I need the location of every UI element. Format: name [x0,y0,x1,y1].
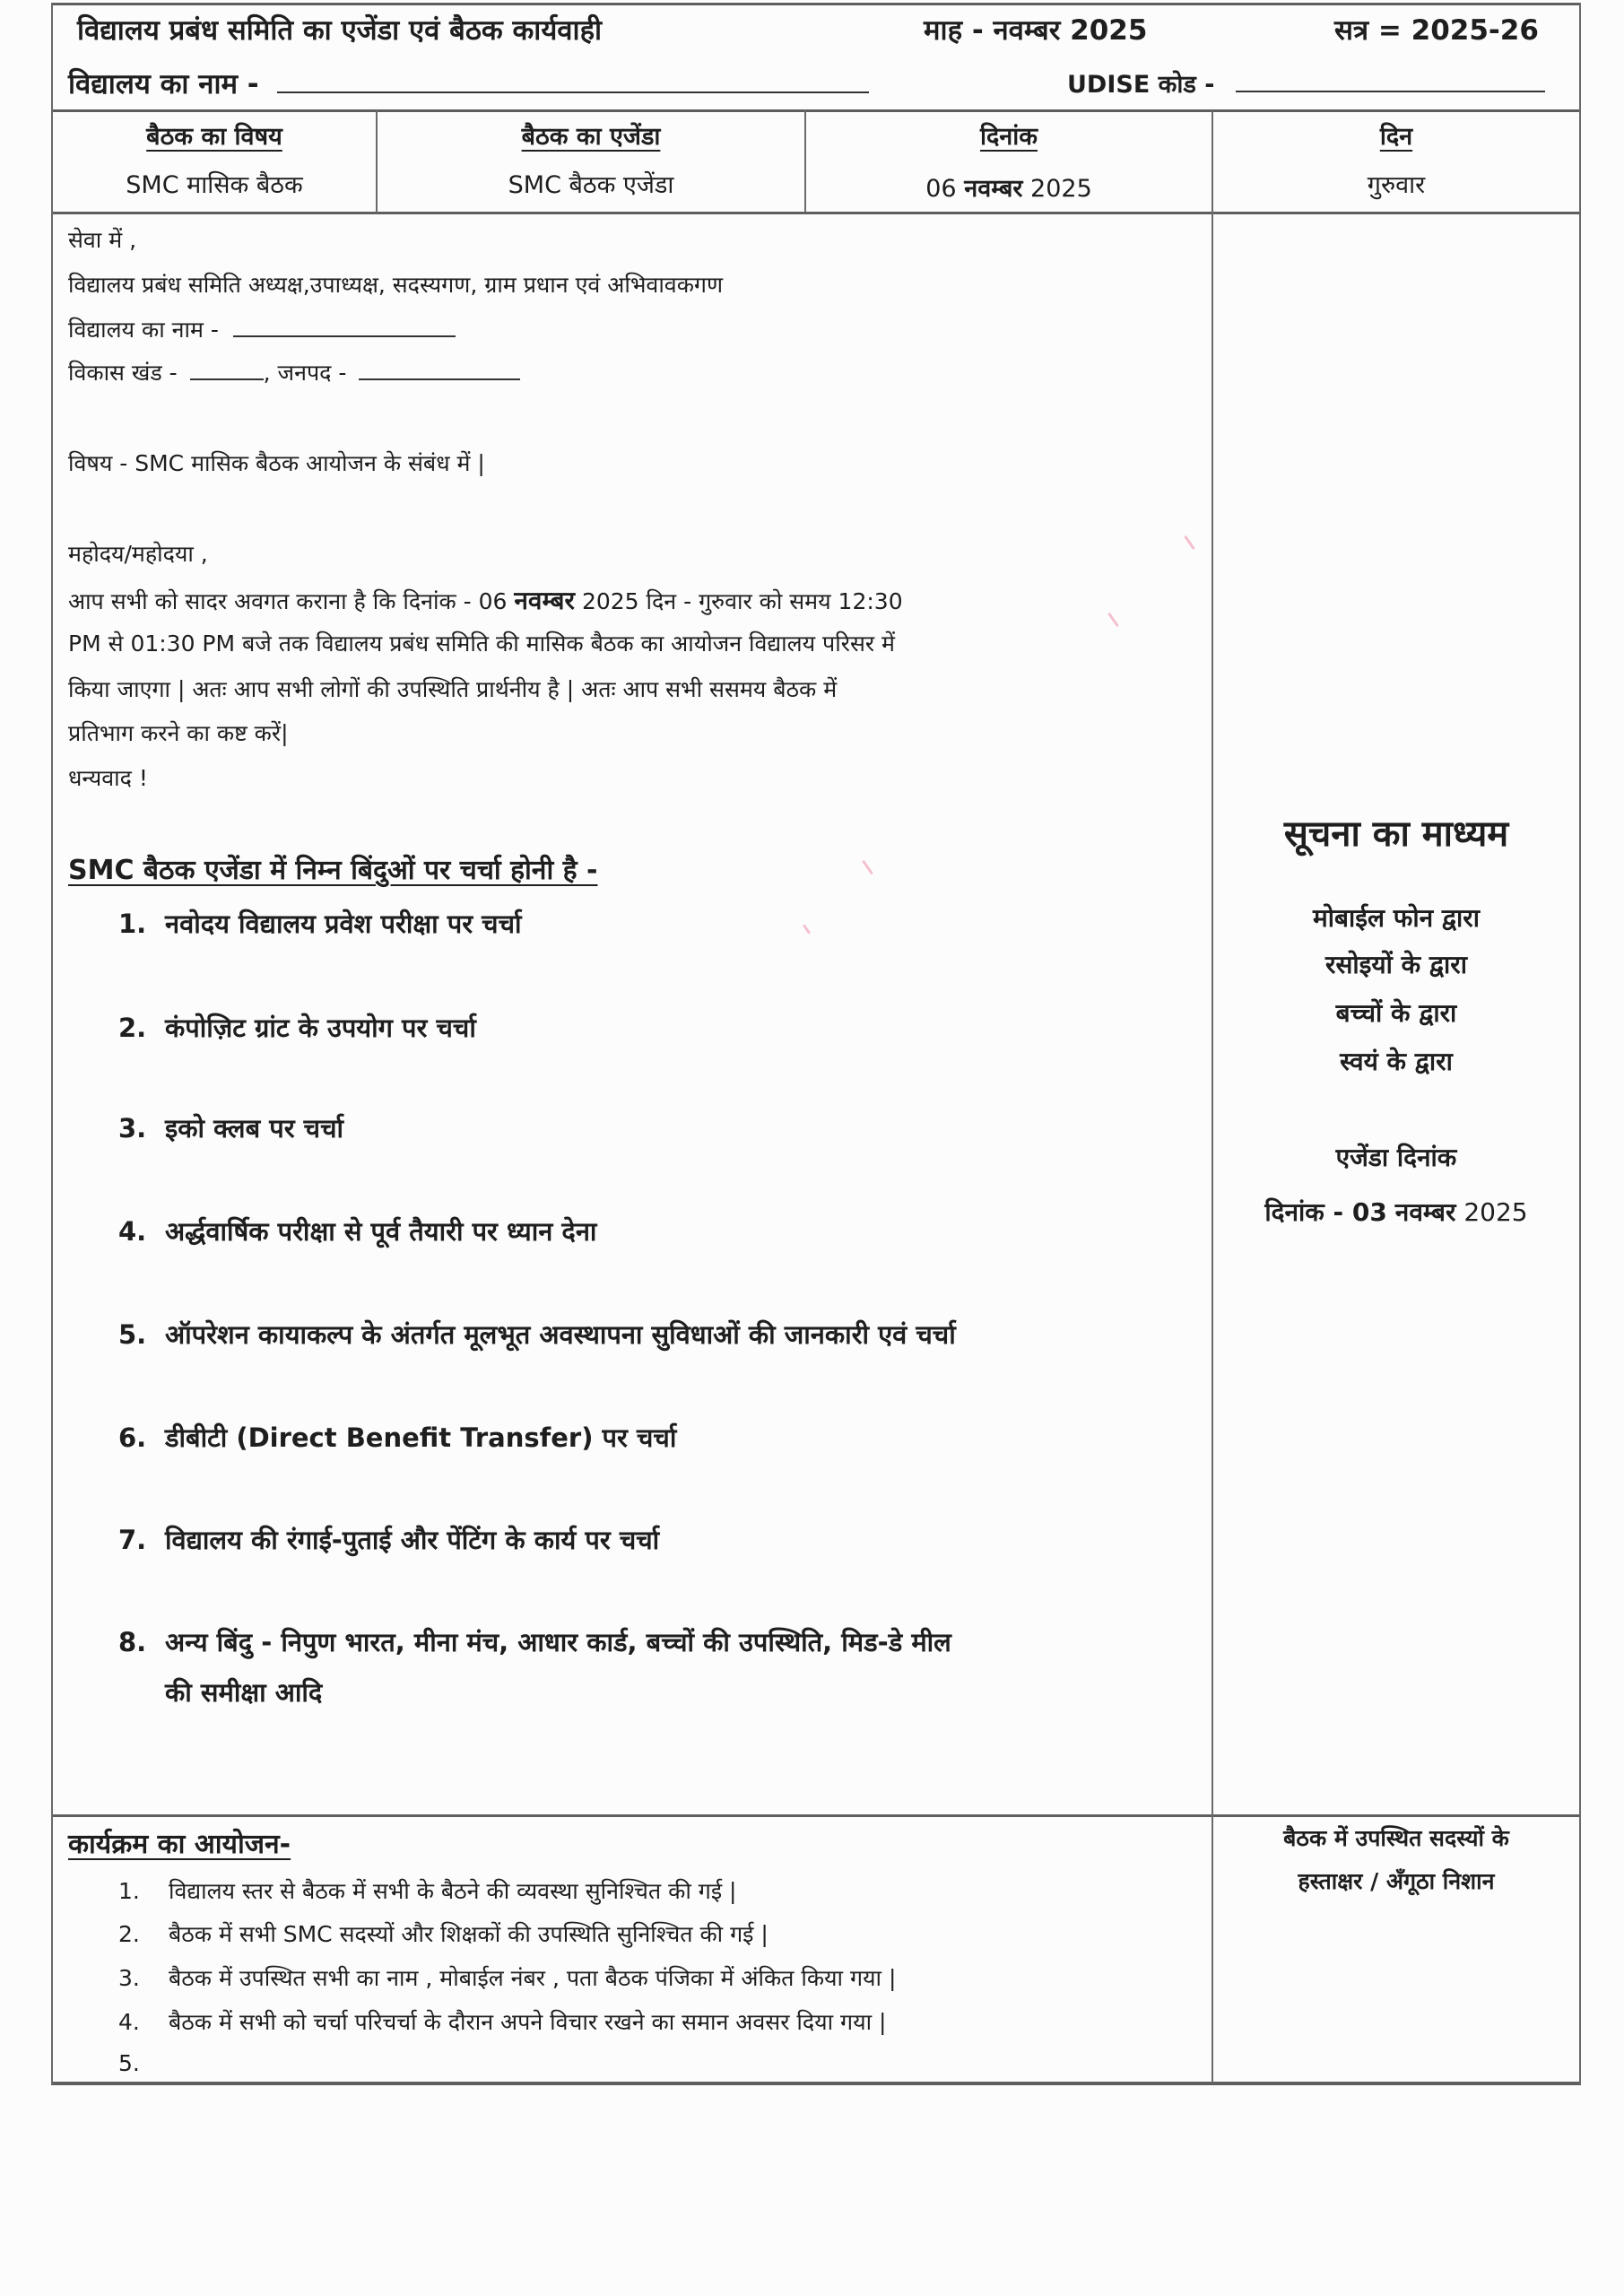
block-label: विकास खंड - [68,360,178,386]
school-name-blank[interactable] [277,91,869,93]
date-year: 2025 [1030,175,1092,203]
signature-label-line-2: हस्ताक्षर / अँगूठा निशान [1298,1868,1495,1894]
col-date-header: दिनांक [979,123,1038,151]
letter-body-line-2: PM से 01:30 PM बजे तक विद्यालय प्रबंध समिति की मासिक बैठक का आयोजन विद्यालय परिसर में [68,631,895,657]
agenda-item: 3. इको क्लब पर चर्चा [118,1113,344,1144]
scratch-mark [1184,535,1195,550]
scratch-mark [803,924,811,935]
divider-header [51,109,1581,112]
col-agenda-header: बैठक का एजेंडा [521,123,661,151]
school-name-field [68,65,869,102]
body-text: आप सभी को सादर अवगत कराना है कि दिनांक - 06 [68,588,508,614]
agenda-date-day: दिनांक - 03 [1264,1197,1387,1227]
letter-recipients: विद्यालय प्रबंध समिति अध्यक्ष,उपाध्यक्ष, सदस्यगण, ग्राम प्रधान एवं अभिवावकगण [68,272,724,298]
agenda-heading: SMC बैठक एजेंडा में निम्न बिंदुओं पर चर्चा होनी है - [68,855,598,886]
body-text: 2025 दिन - गुरुवार को समय 12:30 [581,588,903,614]
district-label: , जनपद - [263,360,347,386]
notice-medium-item: रसोइयों के द्वारा [1325,950,1467,979]
letter-subject: विषय - SMC मासिक बैठक आयोजन के संबंध में | [68,450,485,476]
agenda-item: 1. नवोदय विद्यालय प्रवेश परीक्षा पर चर्चा [118,909,522,939]
letter-thanks: धन्यवाद ! [68,765,148,791]
udise-blank[interactable] [1236,90,1545,92]
border-left [51,3,53,2084]
program-heading: कार्यक्रम का आयोजन- [68,1829,291,1860]
notice-medium-item: बच्चों के द्वारा [1335,998,1457,1028]
program-item: 3. बैठक में उपस्थित सभी का नाम , मोबाईल नंबर , पता बैठक पंजिका में अंकित किया गया | [118,1965,897,1991]
letter-greeting: महोदय/महोदया , [68,541,208,567]
notice-medium-heading: सूचना का माध्यम [1283,813,1509,855]
col-day-value: गुरुवार [1367,171,1426,199]
district-blank[interactable] [359,378,520,380]
border-bottom [51,2082,1581,2085]
agenda-item: 8. अन्य बिंदु - निपुण भारत, मीना मंच, आधार कार्ड, बच्चों की उपस्थिति, मिड-डे मील [118,1627,951,1657]
col-agenda-value: SMC बैठक एजेंडा [508,171,674,199]
letter-body-line-4: प्रतिभाग करने का कष्ट करें| [68,720,289,746]
notice-medium-item: मोबाईल फोन द्वारा [1313,903,1480,933]
program-item: 4. बैठक में सभी को चर्चा परिचर्चा के दौरान अपने विचार रखने का समान अवसर दिया गया | [118,2009,887,2035]
agenda-item: 4. अर्द्धवार्षिक परीक्षा से पूर्व तैयारी पर ध्यान देना [118,1216,597,1247]
signature-label-line-1: बैठक में उपस्थित सदस्यों के [1283,1825,1509,1851]
agenda-item: 6. डीबीटी (Direct Benefit Transfer) पर चर्चा [118,1422,677,1453]
udise-label: UDISE कोड - [1067,71,1215,99]
agenda-item: 7. विद्यालय की रंगाई-पुताई और पेंटिंग के कार्य पर चर्चा [118,1525,660,1555]
divider-col-3 [1211,110,1213,2083]
border-top [51,3,1581,5]
agenda-date-label: एजेंडा दिनांक [1335,1143,1457,1172]
date-month: नवम्बर [964,175,1023,203]
agenda-item: 5. ऑपरेशन कायाकल्प के अंतर्गत मूलभूत अवस्थापना सुविधाओं की जानकारी एवं चर्चा [118,1319,956,1350]
col-subject-value: SMC मासिक बैठक [126,171,303,199]
agenda-item: 2. कंपोज़िट ग्रांट के उपयोग पर चर्चा [118,1013,476,1043]
col-day-header: दिन [1379,123,1413,151]
program-item: 5. [118,2050,140,2076]
letter-school-name-label: विद्यालय का नाम - [68,317,219,343]
divider-info-row [51,212,1581,214]
month-label: माह - नवम्बर 2025 [924,14,1148,47]
program-item: 1. विद्यालय स्तर से बैठक में सभी के बैठने की व्यवस्था सुनिश्चित की गई | [118,1878,737,1904]
session-label: सत्र = 2025-26 [1334,14,1539,47]
agenda-date-value [1213,1195,1579,1229]
document-title: विद्यालय प्रबंध समिति का एजेंडा एवं बैठक कार्यवाही [77,14,603,47]
notice-medium-item: स्वयं के द्वारा [1340,1047,1453,1076]
letter-body-line-3: किया जाएगा | अतः आप सभी लोगों की उपस्थिति प्रार्थनीय है | अतः आप सभी ससमय बैठक में [68,676,838,702]
letter-body-line-1 [68,583,903,617]
udise-field [1067,66,1545,100]
school-name-label: विद्यालय का नाम - [68,68,259,100]
scratch-mark [1107,613,1119,627]
letter-salutation-to: सेवा में , [68,227,137,253]
letter-school-name-blank[interactable] [233,335,456,337]
col-subject-header: बैठक का विषय [146,123,282,151]
agenda-date-year: 2025 [1463,1197,1528,1227]
block-blank[interactable] [190,378,264,380]
divider-program [51,1814,1581,1817]
letter-school-name [68,314,456,344]
border-right [1579,3,1581,2084]
date-day: 06 [925,175,957,203]
agenda-item-continuation: की समीक्षा आदि [165,1677,323,1708]
program-item: 2. बैठक में सभी SMC सदस्यों और शिक्षकों की उपस्थिति सुनिश्चित की गई | [118,1921,769,1947]
agenda-date-month: नवम्बर [1394,1197,1456,1227]
body-month: नवम्बर [514,586,575,615]
letter-block-district [68,357,520,387]
col-date-value [806,170,1211,204]
scratch-mark [862,860,873,874]
